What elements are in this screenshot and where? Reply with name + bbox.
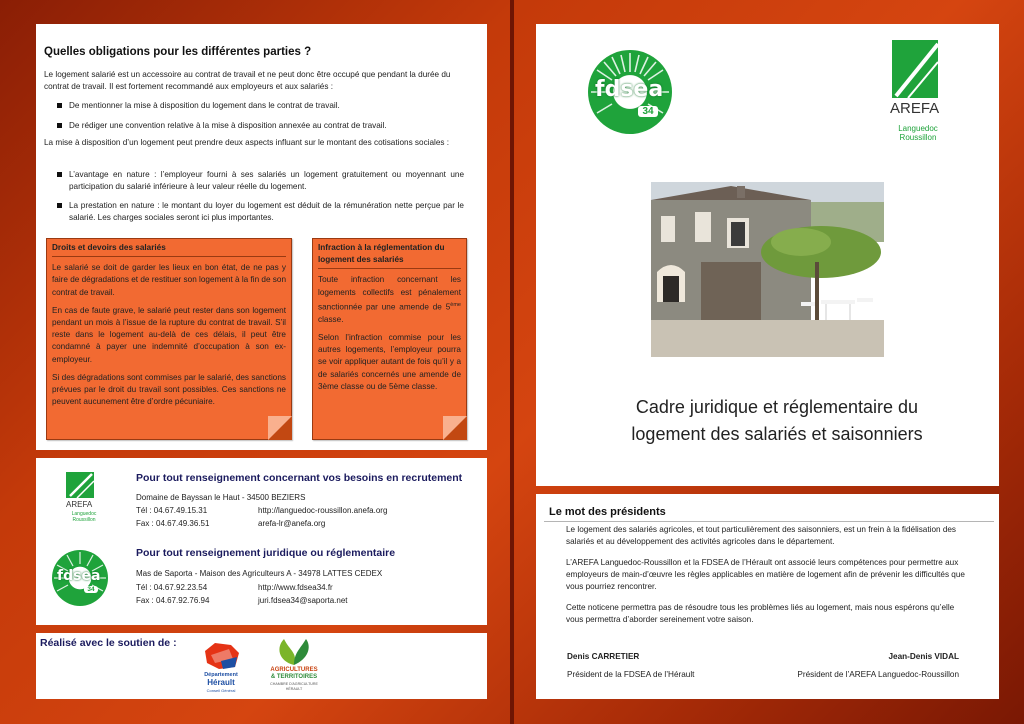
obligations-intro: Le logement salarié est un accessoire au contrat de travail et ne peut donc être occupé que pendant la durée du contrat de travail. Il est fortement recommandé aux employeurs et aux salariés :: [44, 70, 451, 92]
fdsea-wordmark: fdsea: [595, 77, 664, 102]
contacts-panel: [36, 458, 487, 625]
recrutement-fax: Fax : 04.67.49.36.51: [136, 519, 210, 528]
signatory-1-name: Denis CARRETIER: [567, 652, 640, 661]
fdsea-number: 34: [638, 106, 658, 117]
note-paragraph: Le salarié se doit de garder les lieux en bon état, de ne pas y faire de dégradations et de restituer son logement à la fin de son contrat de travail.: [52, 263, 286, 297]
obligations-para2: La mise à disposition d’un logement peut prendre deux aspects influant sur le montant des cotisations sociales :: [44, 138, 450, 147]
mot-paragraph-1: Le logement des salariés agricoles, et tout particulièrement des saisonniers, est un frein à la fidélisation des salariés et au développement des activités agricoles dans le département.: [566, 525, 957, 547]
herault-logo: [201, 641, 241, 695]
juridique-email-link[interactable]: juri.fdsea34@saporta.net: [258, 596, 348, 605]
note-text: Toute infraction concernant les logements collectifs est pénalement sanctionnée par une amende de 5: [318, 275, 461, 312]
note-superscript: ème: [450, 301, 461, 308]
agri-line3: CHAMBRE D'AGRICULTURE: [270, 682, 318, 686]
juridique-heading: Pour tout renseignement juridique ou réglementaire: [136, 547, 396, 559]
note-paragraph: Si des dégradations sont commises par le salarié, des sanctions prévues par le droit du travail sont possibles. Ces sanctions ne peuvent aucunement être d’ordre pécuniaire.: [52, 372, 286, 407]
soutien-panel: [36, 633, 487, 699]
signatory-2-role: Président de l’AREFA Languedoc-Roussillon: [797, 670, 959, 679]
fdsea-wordmark: fdsea: [57, 568, 101, 584]
house-photo: [651, 182, 884, 357]
title-divider: [544, 521, 994, 522]
note-infraction: [312, 238, 467, 440]
herault-line1: Département: [204, 672, 238, 678]
square-bullet-icon: [57, 123, 62, 128]
fdsea-logo-small: [52, 550, 108, 606]
arefa-region-line1: Languedoc: [898, 124, 938, 133]
signatory-2-name: Jean-Denis VIDAL: [888, 652, 959, 661]
arefa-region-line1: Languedoc: [71, 511, 97, 517]
juridique-address: Mas de Saporta - Maison des Agriculteurs A - 34978 LATTES CEDEX: [136, 569, 383, 578]
recrutement-tel: Tél : 04.67.49.15.31: [136, 506, 208, 515]
square-bullet-icon: [57, 103, 62, 108]
recrutement-address: Domaine de Bayssan le Haut - 34500 BEZIERS: [136, 493, 306, 502]
note-title: Droits et devoirs des salariés: [52, 242, 286, 257]
page-curl-icon: [268, 416, 292, 440]
mot-title: Le mot des présidents: [549, 506, 666, 518]
herault-line2: Hérault: [207, 678, 235, 687]
signatory-1-role: Président de la FDSEA de l’Hérault: [567, 670, 695, 679]
mot-paragraph-2: L’AREFA Languedoc-Roussillon et la FDSEA de l’Hérault ont associé leurs compétences pour permettre aux employeurs de main-d’œuvre les règles applicables en matière de logement afin de prévenir les difficultés que vous pourriez rencontrer.: [566, 558, 965, 592]
square-bullet-icon: [57, 203, 62, 208]
juridique-fax: Fax : 04.67.92.76.94: [136, 596, 210, 605]
bullet-text: De mentionner la mise à disposition du logement dans le contrat de travail.: [69, 101, 340, 110]
agri-line4: HÉRAULT: [285, 687, 303, 691]
arefa-wordmark: AREFA: [890, 100, 940, 117]
note-text: classe.: [318, 314, 344, 324]
note-droits-devoirs: [46, 238, 292, 440]
cover-title: [612, 394, 942, 448]
arefa-region-line2: Roussillon: [899, 133, 937, 142]
bullet-text: De rédiger une convention relative à la mise à disposition annexée au contrat de travail.: [69, 121, 387, 130]
recrutement-email-link[interactable]: arefa-lr@anefa.org: [258, 519, 326, 528]
recrutement-website-link[interactable]: http://languedoc-roussillon.anefa.org: [258, 506, 388, 515]
agri-line1: AGRICULTURES: [270, 667, 318, 673]
arefa-mark-icon: [892, 40, 938, 98]
arefa-stripes-icon: [66, 472, 94, 498]
bullet-text: L’avantage en nature : l’employeur fourni à ses salariés un logement gratuitement ou moyennant une participation du salarié inférieure à leur valeur réelle du logement.: [69, 170, 464, 192]
leaf-icon: [274, 637, 314, 667]
note-paragraph: Selon l’infraction commise pour les autres logements, l’employeur pourra se voir appliquer autant de fois qu’il y a de salariés concernés une amende de 3ème classe ou de 5ème classe.: [318, 332, 461, 391]
recrutement-heading: Pour tout renseignement concernant vos besoins en recrutement: [136, 472, 463, 484]
page-curl-icon: [443, 416, 467, 440]
obligations-title: Quelles obligations pour les différentes parties ?: [44, 46, 312, 58]
fdsea-number: 34: [84, 586, 98, 593]
mot-presidents-panel: [536, 494, 999, 699]
note-paragraph: [318, 274, 461, 326]
fdsea-logo: [588, 50, 672, 134]
mot-paragraph-3: Cette noticene permettra pas de résoudre tous les problèmes liés au logement, mais nous espérons qu’elle vous permettra d’aborder sereinement votre saison.: [566, 603, 955, 625]
cover-title-line1: Cadre juridique et réglementaire du: [635, 397, 919, 417]
juridique-tel: Tél : 04.67.92.23.54: [136, 583, 208, 592]
herault-line3: Conseil Général: [206, 688, 236, 693]
obligations-panel: [36, 24, 487, 450]
bullet-text: La prestation en nature : le montant du loyer du logement est déduit de la rémunération nette perçue par le salarié. Les charges sociales seront ici plus importantes.: [69, 201, 464, 223]
house-illustration-icon: [651, 182, 884, 357]
cover-title-line2: logement des salariés et saisonniers: [631, 424, 923, 444]
note-title: Infraction à la réglementation du logement des salariés: [318, 242, 461, 269]
square-bullet-icon: [57, 172, 62, 177]
juridique-website-link[interactable]: http://www.fdsea34.fr: [258, 583, 333, 592]
soutien-label: Réalisé avec le soutien de :: [40, 637, 177, 649]
arefa-logo-small: [64, 470, 100, 526]
arefa-stripes-icon: [892, 40, 938, 98]
arefa-region-line2: Roussillon: [72, 517, 96, 523]
agri-line2: & TERRITOIRES: [270, 674, 318, 680]
note-paragraph: En cas de faute grave, le salarié peut rester dans son logement pendant un mois à l’issue de la rupture du contrat de travail. S’il reste dans le logement au-delà de ces délais, il peut être condamné à payer une indemnité d’occupation à son ex-employeur.: [52, 305, 286, 364]
arefa-mark-icon: [66, 472, 94, 498]
arefa-logo: [880, 30, 952, 152]
chambre-agriculture-logo: [264, 637, 324, 697]
herault-map-icon: [201, 641, 241, 671]
arefa-wordmark: AREFA: [66, 500, 93, 509]
page-fold-divider: [510, 0, 514, 724]
